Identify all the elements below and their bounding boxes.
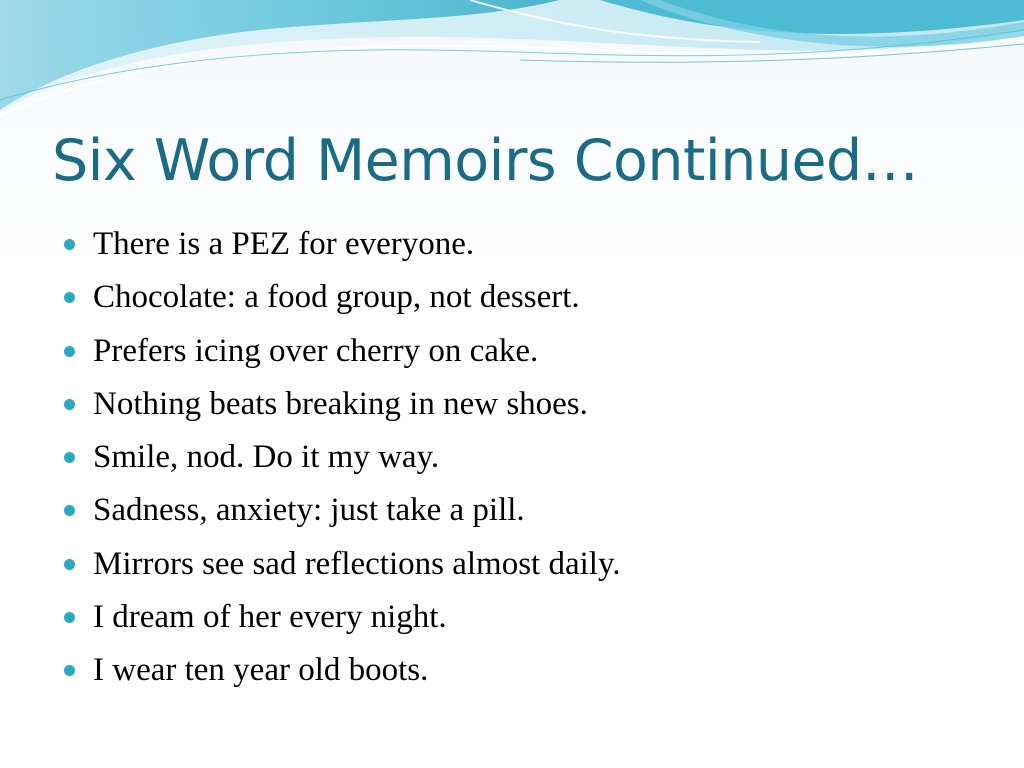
wave-header-decoration: [0, 0, 1024, 130]
bullet-icon: [64, 399, 75, 410]
list-item: [62, 220, 621, 273]
bullet-text: I wear ten year old boots.: [93, 652, 429, 689]
bullet-text: Nothing beats breaking in new shoes.: [93, 385, 588, 422]
list-item: [62, 646, 621, 699]
list-item: [62, 327, 621, 380]
bullet-text: There is a PEZ for everyone.: [93, 226, 475, 262]
bullet-icon: [64, 346, 75, 357]
bullet-text: Sadness, anxiety: just take a pill.: [93, 492, 525, 529]
bullet-text: Smile, nod. Do it my way.: [93, 439, 440, 476]
bullet-icon: [64, 452, 75, 463]
list-item: [62, 593, 621, 646]
slide-title: Six Word Memoirs Continued…: [52, 128, 919, 194]
bullet-icon: [64, 292, 75, 303]
bullet-text: I dream of her every night.: [93, 599, 447, 636]
list-item: [62, 380, 621, 433]
bullet-list: [62, 220, 621, 700]
bullet-text: Prefers icing over cherry on cake.: [93, 332, 539, 369]
list-item: [62, 433, 621, 486]
bullet-text: Chocolate: a food group, not dessert.: [93, 279, 580, 316]
bullet-text: Mirrors see sad reflections almost daily.: [93, 545, 621, 582]
bullet-icon: [64, 239, 75, 250]
bullet-icon: [64, 665, 75, 676]
bullet-icon: [64, 505, 75, 516]
bullet-icon: [64, 612, 75, 623]
bullet-icon: [64, 559, 75, 570]
list-item: [62, 540, 621, 593]
list-item: [62, 486, 621, 539]
list-item: [62, 273, 621, 326]
